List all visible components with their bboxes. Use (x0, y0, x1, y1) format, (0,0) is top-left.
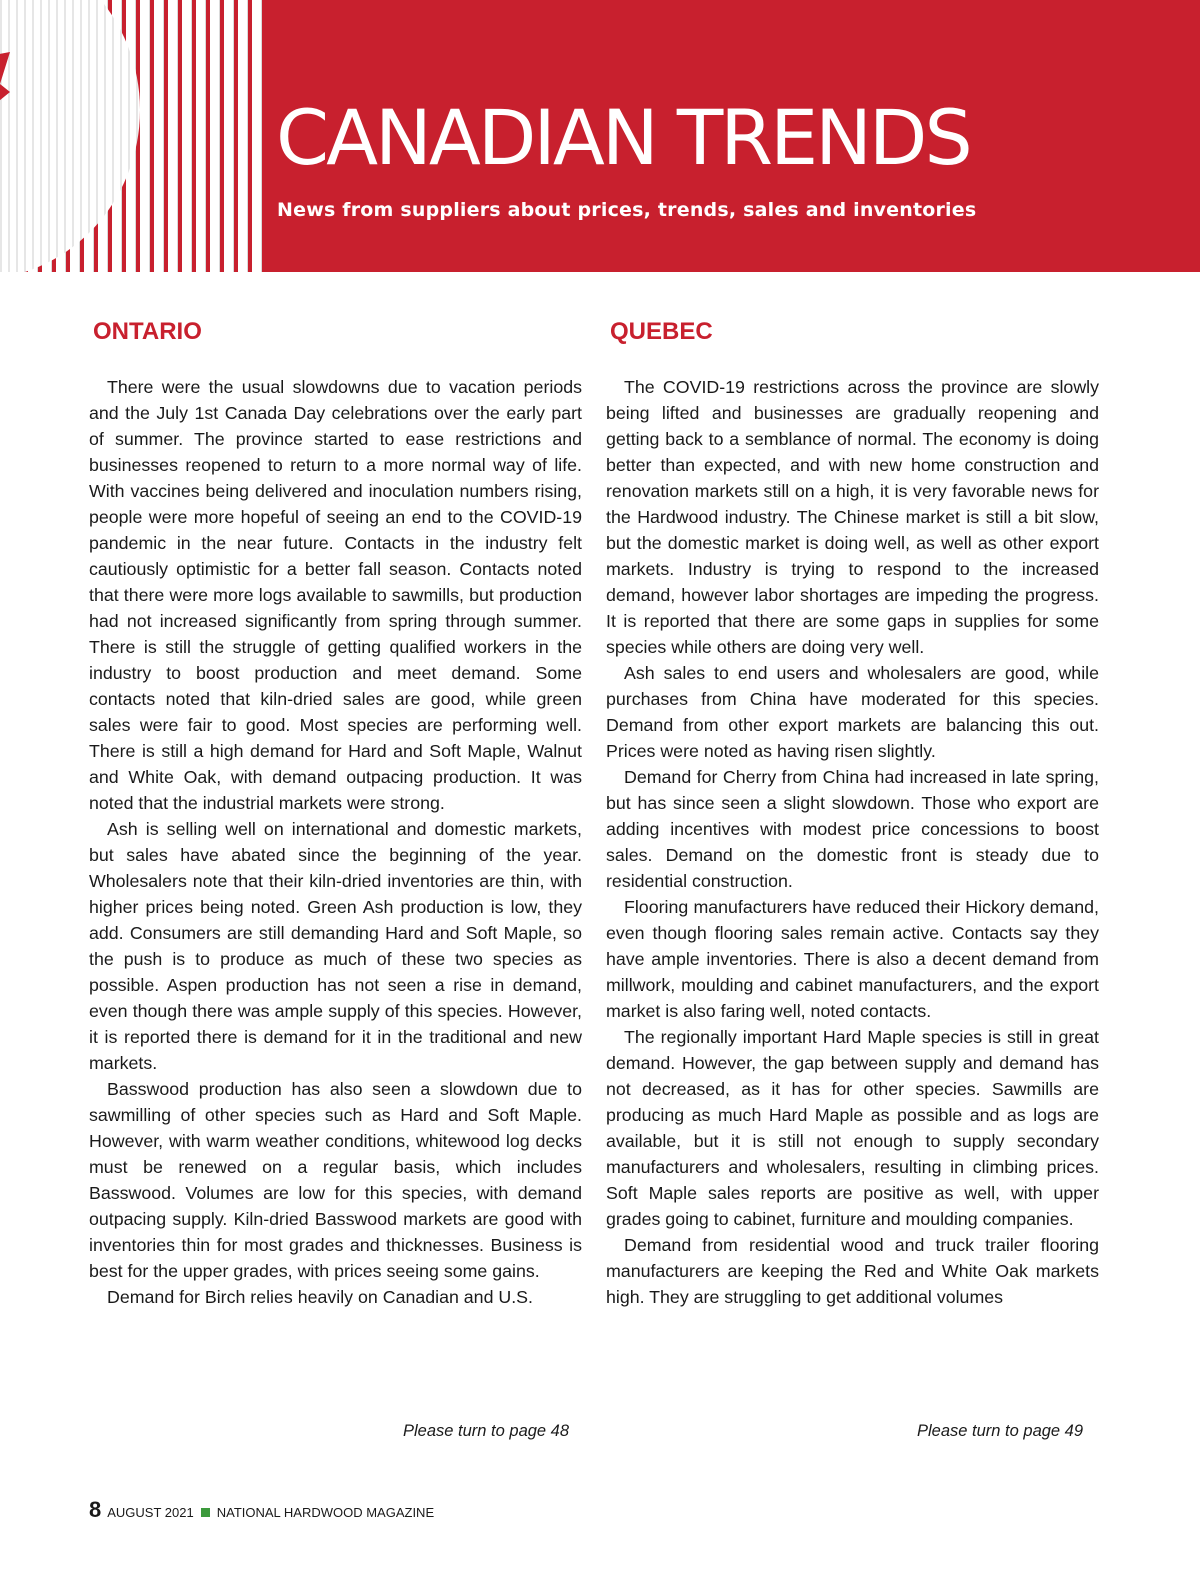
article-paragraph: The regionally important Hard Maple species is still in great demand. However, the gap between supply and demand has not decreased, as it has for other species. Sawmills are producing as much Hard Maple as possible and as logs are available, but it is still not enough to supply secondary manufacturers and wholesalers, resulting in climbing prices. Soft Maple sales reports are positive as well, with upper grades going to cabinet, furniture and moulding companies. (606, 1027, 1099, 1229)
section-heading-quebec: QUEBEC (610, 318, 713, 345)
page-footer (89, 1497, 434, 1523)
continued-note-ontario: Please turn to page 48 (403, 1422, 570, 1440)
header-banner (0, 0, 1200, 272)
page-title: CANADIAN TRENDS (276, 93, 970, 182)
banner-divider (262, 0, 268, 272)
article-paragraph: The COVID-19 restrictions across the province are slowly being lifted and businesses are gradually reopening and getting back to a semblance of normal. The economy is doing better than expected, and with new home construction and renovation markets still on a high, it is very favorable news for the Hardwood industry. The Chinese market is still a bit slow, but the domestic market is doing well, as well as other export markets. Industry is trying to respond to the increased demand, however labor shortages are impeding the progress. It is reported that there are some gaps in supplies for some species while others are doing very well. (606, 377, 1099, 657)
article-paragraph: There were the usual slowdowns due to vacation periods and the July 1st Canada Day celebrations over the early part of summer. The province started to ease restrictions and businesses reopened to return to a more normal way of life. With vaccines being delivered and inoculation numbers rising, people were more hopeful of seeing an end to the COVID-19 pandemic in the near future. Contacts in the industry felt cautiously optimistic for a better fall season. Contacts noted that there were more logs available to sawmills, but production had not increased significantly from spring through summer. There is still the struggle of getting qualified workers in the industry to boost production and meet demand. Some contacts noted that kiln-dried sales are good, while green sales were fair to good. Most species are performing well. There is still a high demand for Hard and Soft Maple, Walnut and White Oak, with demand outpacing production. It was noted that the industrial markets were strong. (89, 377, 582, 813)
issue-date: AUGUST 2021 (107, 1505, 194, 1520)
article-paragraph: Flooring manufacturers have reduced their Hickory demand, even though flooring sales remain active. Contacts say they have ample inventories. There is also a decent demand from millwork, moulding and cabinet manufacturers, and the export market is also faring well, noted contacts. (606, 897, 1099, 1021)
ontario-column (89, 318, 582, 1310)
article-paragraph: Ash sales to end users and wholesalers are good, while purchases from China have moderated for this species. Demand from other export markets are balancing this out. Prices were noted as having risen slightly. (606, 663, 1099, 761)
continued-note-quebec: Please turn to page 49 (917, 1422, 1084, 1440)
section-heading-ontario: ONTARIO (93, 318, 202, 345)
page-subtitle: News from suppliers about prices, trends, sales and inventories (277, 199, 977, 221)
square-bullet-icon (201, 1508, 210, 1517)
article-paragraph: Demand for Cherry from China had increased in late spring, but has since seen a slight slowdown. Those who export are adding incentives with modest price concessions to boost sales. Demand on the domestic front is steady due to residential construction. (606, 767, 1099, 891)
article-paragraph: Demand from residential wood and truck trailer flooring manufacturers are keeping the Red and White Oak markets high. They are struggling to get additional volumes (606, 1235, 1099, 1307)
article-paragraph: Basswood production has also seen a slowdown due to sawmilling of other species such as Hard and Soft Maple. However, with warm weather conditions, whitewood log decks must be renewed on a regular basis, which includes Basswood. Volumes are low for this species, with demand outpacing supply. Kiln-dried Basswood markets are good with inventories thin for most grades and thicknesses. Business is best for the upper grades, with prices seeing some gains. (89, 1079, 582, 1281)
article-paragraph: Demand for Birch relies heavily on Canadian and U.S. (107, 1287, 533, 1307)
maple-leaf-icon (0, 0, 10, 180)
publication-name: NATIONAL HARDWOOD MAGAZINE (216, 1505, 435, 1520)
article-paragraph: Ash is selling well on international and domestic markets, but sales have abated since the beginning of the year. Wholesalers note that their kiln-dried inventories are thin, with higher prices being noted. Green Ash production is low, they add. Consumers are still demanding Hard and Soft Maple, so the push is to produce as much of these two species as possible. Aspen production has not seen a rise in demand, even though there was ample supply of this species. However, it is reported there is demand for it in the traditional and new markets. (89, 819, 582, 1073)
quebec-column (606, 318, 1099, 1310)
page-number: 8 (89, 1497, 102, 1522)
